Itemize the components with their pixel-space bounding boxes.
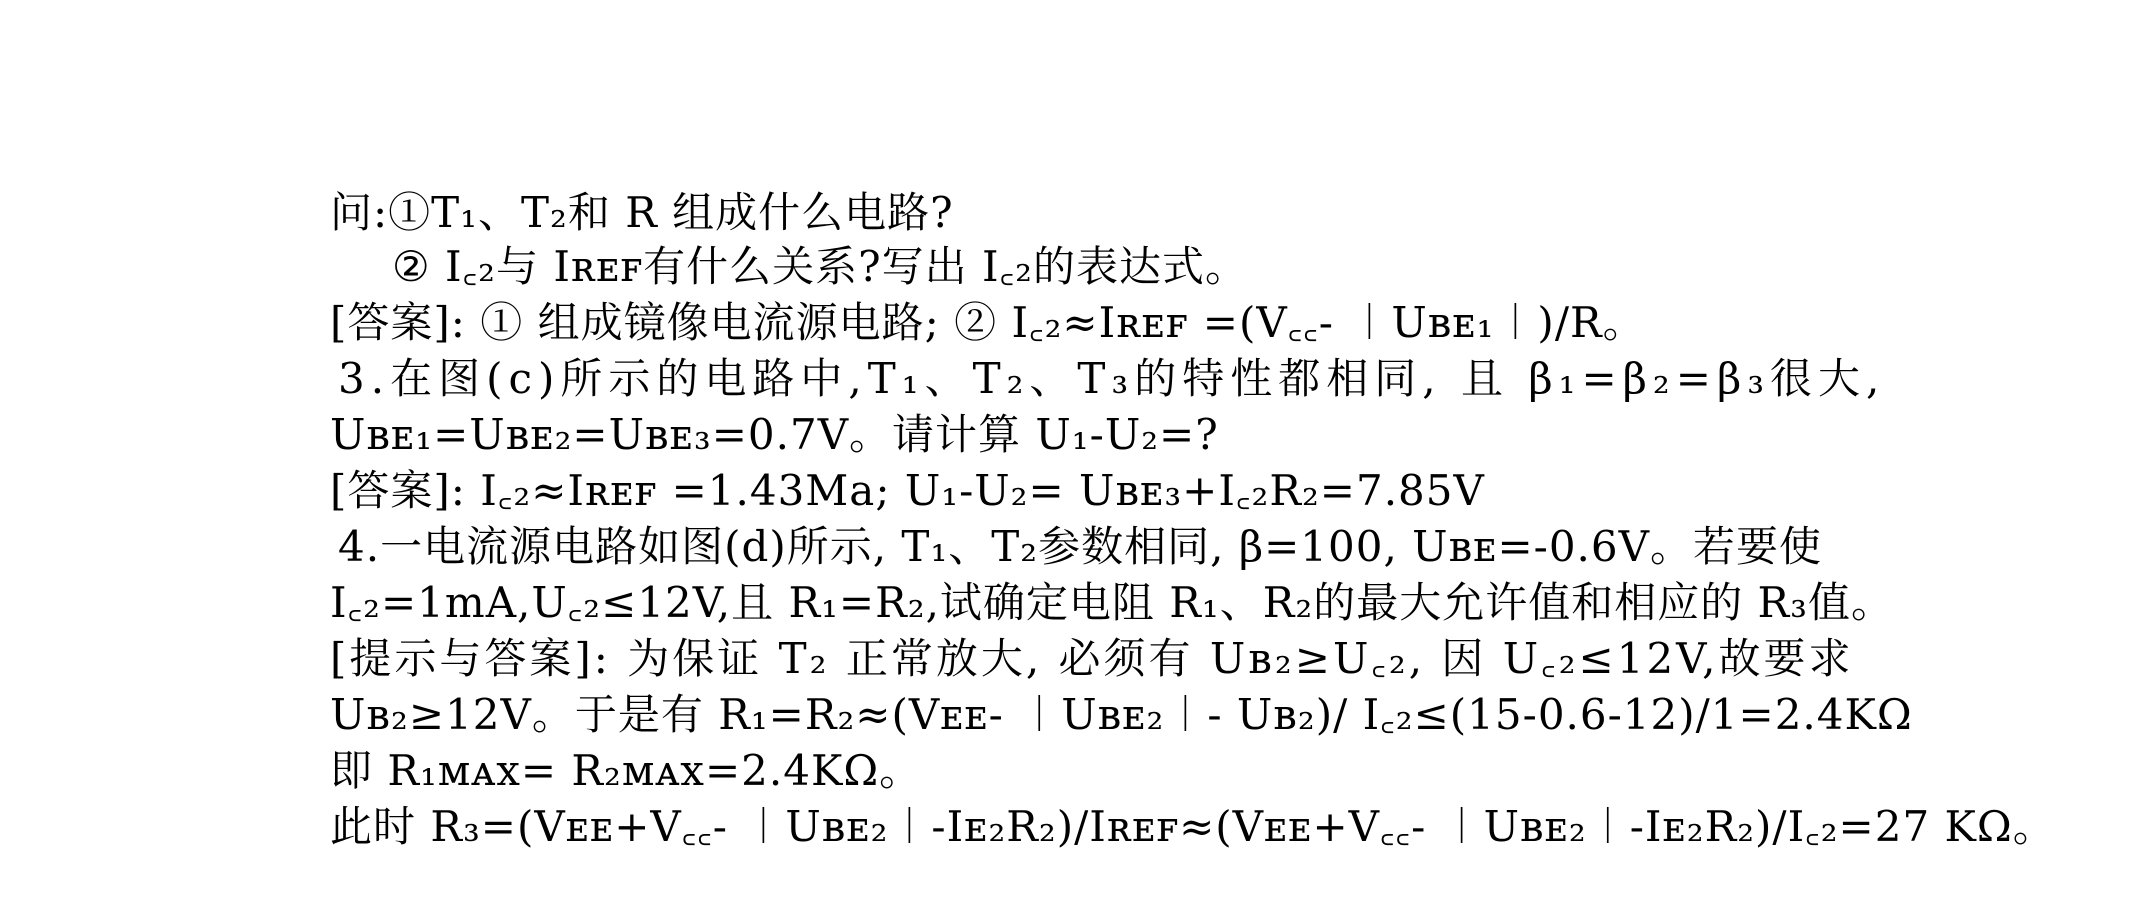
question-line-1: 问:①T₁、T₂和 R 组成什么电路? (330, 188, 954, 237)
problem-3-line-1: 3.在图(c)所示的电路中,T₁、T₂、T₃的特性都相同, 且 β₁=β₂=β₃很大, (338, 354, 1886, 403)
problem-3-line-2: Uʙᴇ₁=Uʙᴇ₂=Uʙᴇ₃=0.7V。请计算 U₁-U₂=? (330, 410, 1219, 459)
answer-line-1: [答案]: ① 组成镜像电流源电路; ② I꜀₂≈Iʀᴇꜰ =(V꜀꜀- ︱Uʙᴇ₁︱)/R。 (330, 298, 1646, 347)
problem-4-line-2: I꜀₂=1mA,U꜀₂≤12V,且 R₁=R₂,试确定电阻 R₁、R₂的最大允许值和相应的 R₃值。 (330, 578, 1895, 627)
question-line-2: ② I꜀₂与 Iʀᴇꜰ有什么关系?写出 I꜀₂的表达式。 (392, 242, 1248, 291)
hint-answer-line-3: 即 R₁ᴍᴀx= R₂ᴍᴀx=2.4KΩ。 (330, 746, 923, 795)
problem-4-line-1: 4.一电流源电路如图(d)所示, T₁、T₂参数相同, β=100, Uʙᴇ=-0.6V。若要使 (338, 522, 1822, 571)
hint-answer-line-4: 此时 R₃=(Vᴇᴇ+V꜀꜀- ︱Uʙᴇ₂︱-Iᴇ₂R₂)/Iʀᴇꜰ≈(Vᴇᴇ+V꜀꜀- ︱Uʙᴇ₂︱-Iᴇ₂R₂)/I꜀₂=27 KΩ。 (330, 802, 2056, 851)
answer-line-2: [答案]: I꜀₂≈Iʀᴇꜰ =1.43Ma; U₁-U₂= Uʙᴇ₃+I꜀₂R₂=7.85V (330, 466, 1485, 515)
hint-answer-line-1: [提示与答案]: 为保证 T₂ 正常放大, 必须有 Uʙ₂≥U꜀₂, 因 U꜀₂≤12V,故要求 (330, 634, 1854, 683)
hint-answer-line-2: Uʙ₂≥12V。于是有 R₁=R₂≈(Vᴇᴇ- ︱Uʙᴇ₂︱- Uʙ₂)/ I꜀₂≤(15-0.6-12)/1=2.4KΩ (330, 690, 1913, 739)
